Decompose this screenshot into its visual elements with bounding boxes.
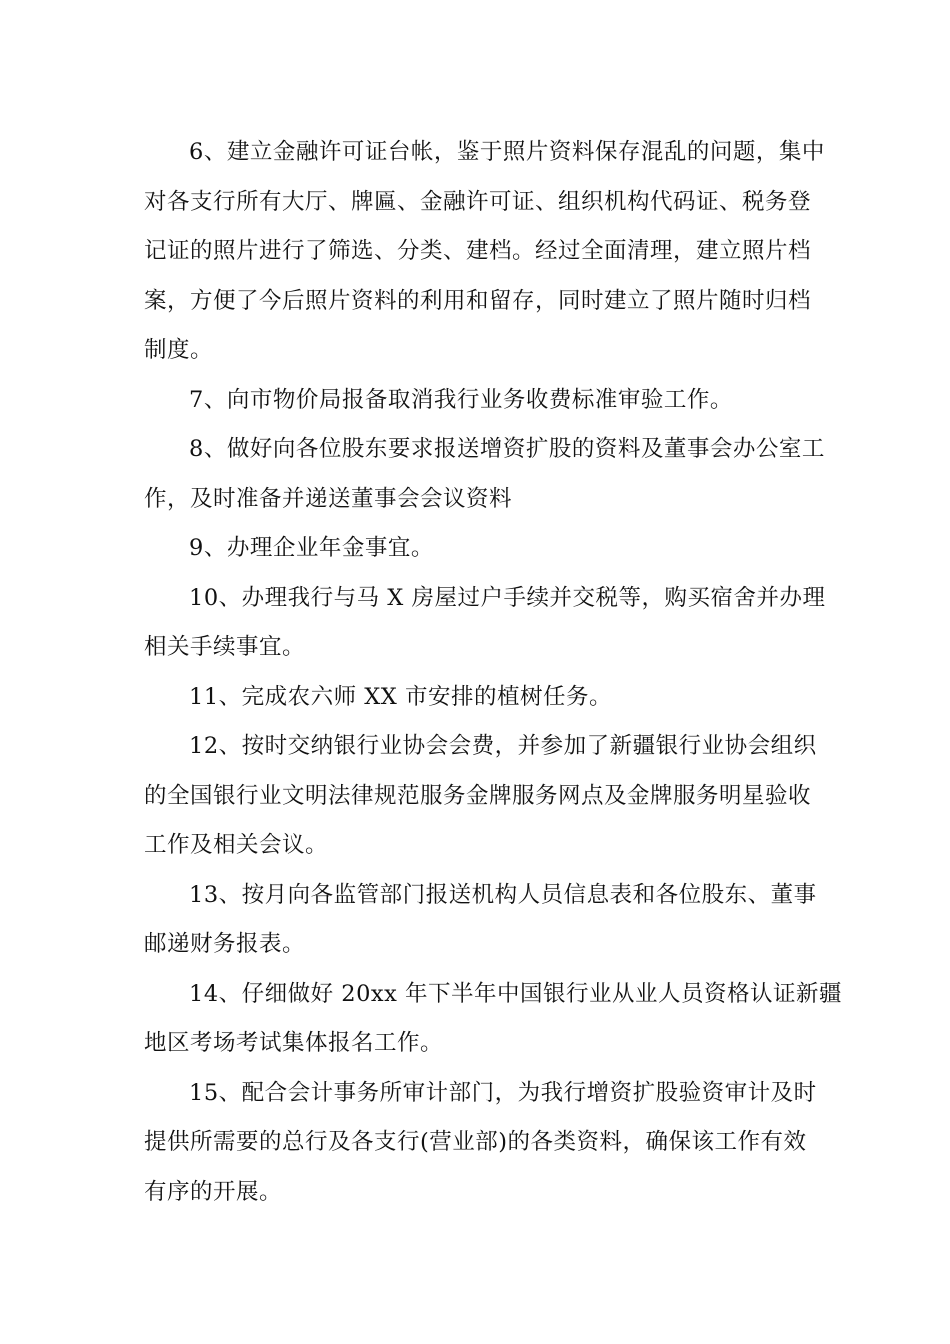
- paragraph-7: [144, 376, 812, 426]
- paragraph-line: 9、办理企业年金事宜。: [189, 535, 434, 561]
- paragraph-line: 相关手续事宜。: [144, 634, 306, 660]
- paragraph-6: [144, 128, 825, 376]
- paragraph-line: 制度。: [144, 337, 214, 363]
- paragraph-13: [144, 871, 817, 970]
- paragraph-line: 14、仔细做好 20xx 年下半年中国银行业从业人员资格认证新疆: [189, 980, 842, 1007]
- paragraph-line: 7、向市物价局报备取消我行业务收费标准审验工作。: [189, 386, 733, 413]
- paragraph-line: 工作及相关会议。: [144, 832, 329, 858]
- paragraph-line: 记证的照片进行了筛选、分类、建档。经过全面清理，建立照片档: [144, 238, 812, 264]
- paragraph-line: 邮递财务报表。: [144, 931, 306, 957]
- paragraph-11: [144, 673, 812, 723]
- paragraph-line: 6、建立金融许可证台帐，鉴于照片资料保存混乱的问题，集中: [189, 139, 825, 165]
- paragraph-8: [144, 425, 825, 524]
- paragraph-line: 10、办理我行与马 X 房屋过户手续并交税等，购买宿舍并办理: [189, 584, 826, 611]
- paragraph-12: [144, 722, 817, 871]
- paragraph-9: [144, 524, 812, 574]
- document-body: [144, 128, 842, 1217]
- paragraph-line: 案，方便了今后照片资料的利用和留存，同时建立了照片随时归档: [144, 287, 812, 314]
- paragraph-line: 的全国银行业文明法律规范服务金牌服务网点及金牌服务明星验收: [144, 782, 812, 809]
- paragraph-line: 地区考场考试集体报名工作。: [144, 1030, 444, 1056]
- paragraph-15: [144, 1069, 817, 1218]
- paragraph-line: 15、配合会计事务所审计部门，为我行增资扩股验资审计及时: [189, 1079, 817, 1106]
- paragraph-line: 提供所需要的总行及各支行(营业部)的各类资料，确保该工作有效: [144, 1129, 807, 1155]
- paragraph-line: 作，及时准备并递送董事会会议资料: [144, 485, 513, 512]
- paragraph-line: 对各支行所有大厅、牌匾、金融许可证、组织机构代码证、税务登: [144, 188, 812, 215]
- paragraph-14: [144, 970, 842, 1069]
- paragraph-line: 11、完成农六师 XX 市安排的植树任务。: [189, 683, 612, 710]
- paragraph-line: 13、按月向各监管部门报送机构人员信息表和各位股东、董事: [189, 881, 817, 908]
- paragraph-line: 8、做好向各位股东要求报送增资扩股的资料及董事会办公室工: [189, 436, 825, 462]
- paragraph-10: [144, 574, 826, 673]
- paragraph-line: 12、按时交纳银行业协会会费，并参加了新疆银行业协会组织: [189, 733, 817, 759]
- paragraph-line: 有序的开展。: [144, 1178, 283, 1205]
